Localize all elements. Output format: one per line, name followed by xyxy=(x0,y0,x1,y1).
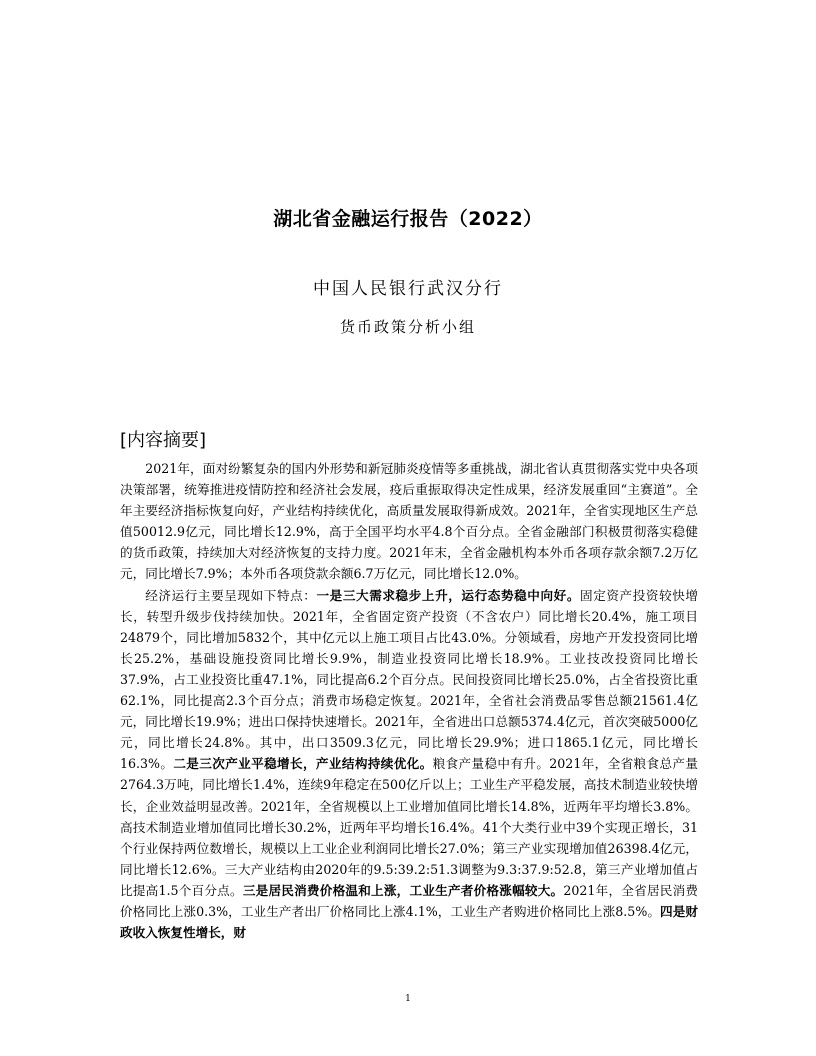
paragraph-text: 2021年，全省居民消费价格同比上涨0.3%，工业生产者出厂价格同比上涨4.1%，工业生产者购进价格同比上涨8.5%。 xyxy=(120,882,698,919)
author-institution: 中国人民银行武汉分行 xyxy=(313,279,503,299)
key-point-text: 三是居民消费价格温和上涨，工业生产者价格涨幅较大。 xyxy=(242,882,564,898)
body-paragraph xyxy=(120,585,698,944)
document-title: 湖北省金融运行报告（2022） xyxy=(273,208,543,230)
body-paragraph xyxy=(120,458,698,585)
page-number: 1 xyxy=(405,994,411,1004)
key-point-text: 四是财政收入恢复性增长，财 xyxy=(120,903,699,941)
paragraph-text: 粮食产量稳中有升。2021年，全省粮食总产量2764.3万吨，同比增长1.4%，连续9年稳定在500亿斤以上；工业生产平稳发展，高技术制造业较快增长，企业效益明显改善。2021年，全省规模以上工业增加值同比增长14.8%，近两年平均增长3.8%。高技术制造业增加值同比增长30.2%，近两年平均增长16.4%。41个大类行业中39个实现正增长，31个行业保持两位数增长，规模以上工业企业利润同比增长27.0%；第三产业实现增加值26398.4亿元，同比增长12.6%。三大产业结构由2020年的9.5:39.2:51.3调整为9.3:37.9:52.8，第三产业增加值占比提高1.5个百分点。 xyxy=(120,756,698,898)
abstract-body xyxy=(120,458,698,943)
author-group: 货币政策分析小组 xyxy=(339,318,476,336)
key-point-text: 二是三次产业平稳增长，产业结构持续优化。 xyxy=(173,756,433,772)
paragraph-text: 固定资产投资较快增长，转型升级步伐持续加快。2021年，全省固定资产投资（不含农户）同比增长20.4%，施工项目24879个，同比增加5832个，其中亿元以上施工项目占比43.0%。分领域看，房地产开发投资同比增长25.2%，基础设施投资同比增长9.9%，制造业投资同比增长18.9%。工业技改投资同比增长37.9%，占工业投资比重47.1%，同比提高6.2个百分点。民间投资同比增长25.0%，占全省投资比重62.1%，同比提高2.3个百分点；消费市场稳定恢复。2021年，全省社会消费品零售总额21561.4亿元，同比增长19.9%；进出口保持快速增长。2021年，全省进出口总额5374.4亿元，首次突破5000亿元，同比增长24.8%。其中，出口3509.3亿元，同比增长29.9%；进口1865.1亿元，同比增长16.3%。 xyxy=(120,587,699,772)
paragraph-text: 经济运行主要呈现如下特点： xyxy=(145,587,317,603)
section-heading: [内容摘要] xyxy=(120,430,207,451)
paragraph-text: 2021年，面对纷繁复杂的国内外形势和新冠肺炎疫情等多重挑战，湖北省认真贯彻落实党中央各项决策部署，统筹推进疫情防控和经济社会发展，疫后重振取得决定性成果，经济发展重回“主赛道”。全年主要经济指标恢复向好，产业结构持续优化，高质量发展取得新成效。2021年，全省实现地区生产总值50012.9亿元，同比增长12.9%，高于全国平均水平4.8个百分点。全省金融部门积极贯彻落实稳健的货币政策，持续加大对经济恢复的支持力度。2021年末，全省金融机构本外币各项存款余额7.2万亿元，同比增长7.9%；本外币各项贷款余额6.7万亿元，同比增长12.0%。 xyxy=(120,461,698,582)
key-point-text: 一是三大需求稳步上升，运行态势稳中向好。 xyxy=(316,587,581,603)
